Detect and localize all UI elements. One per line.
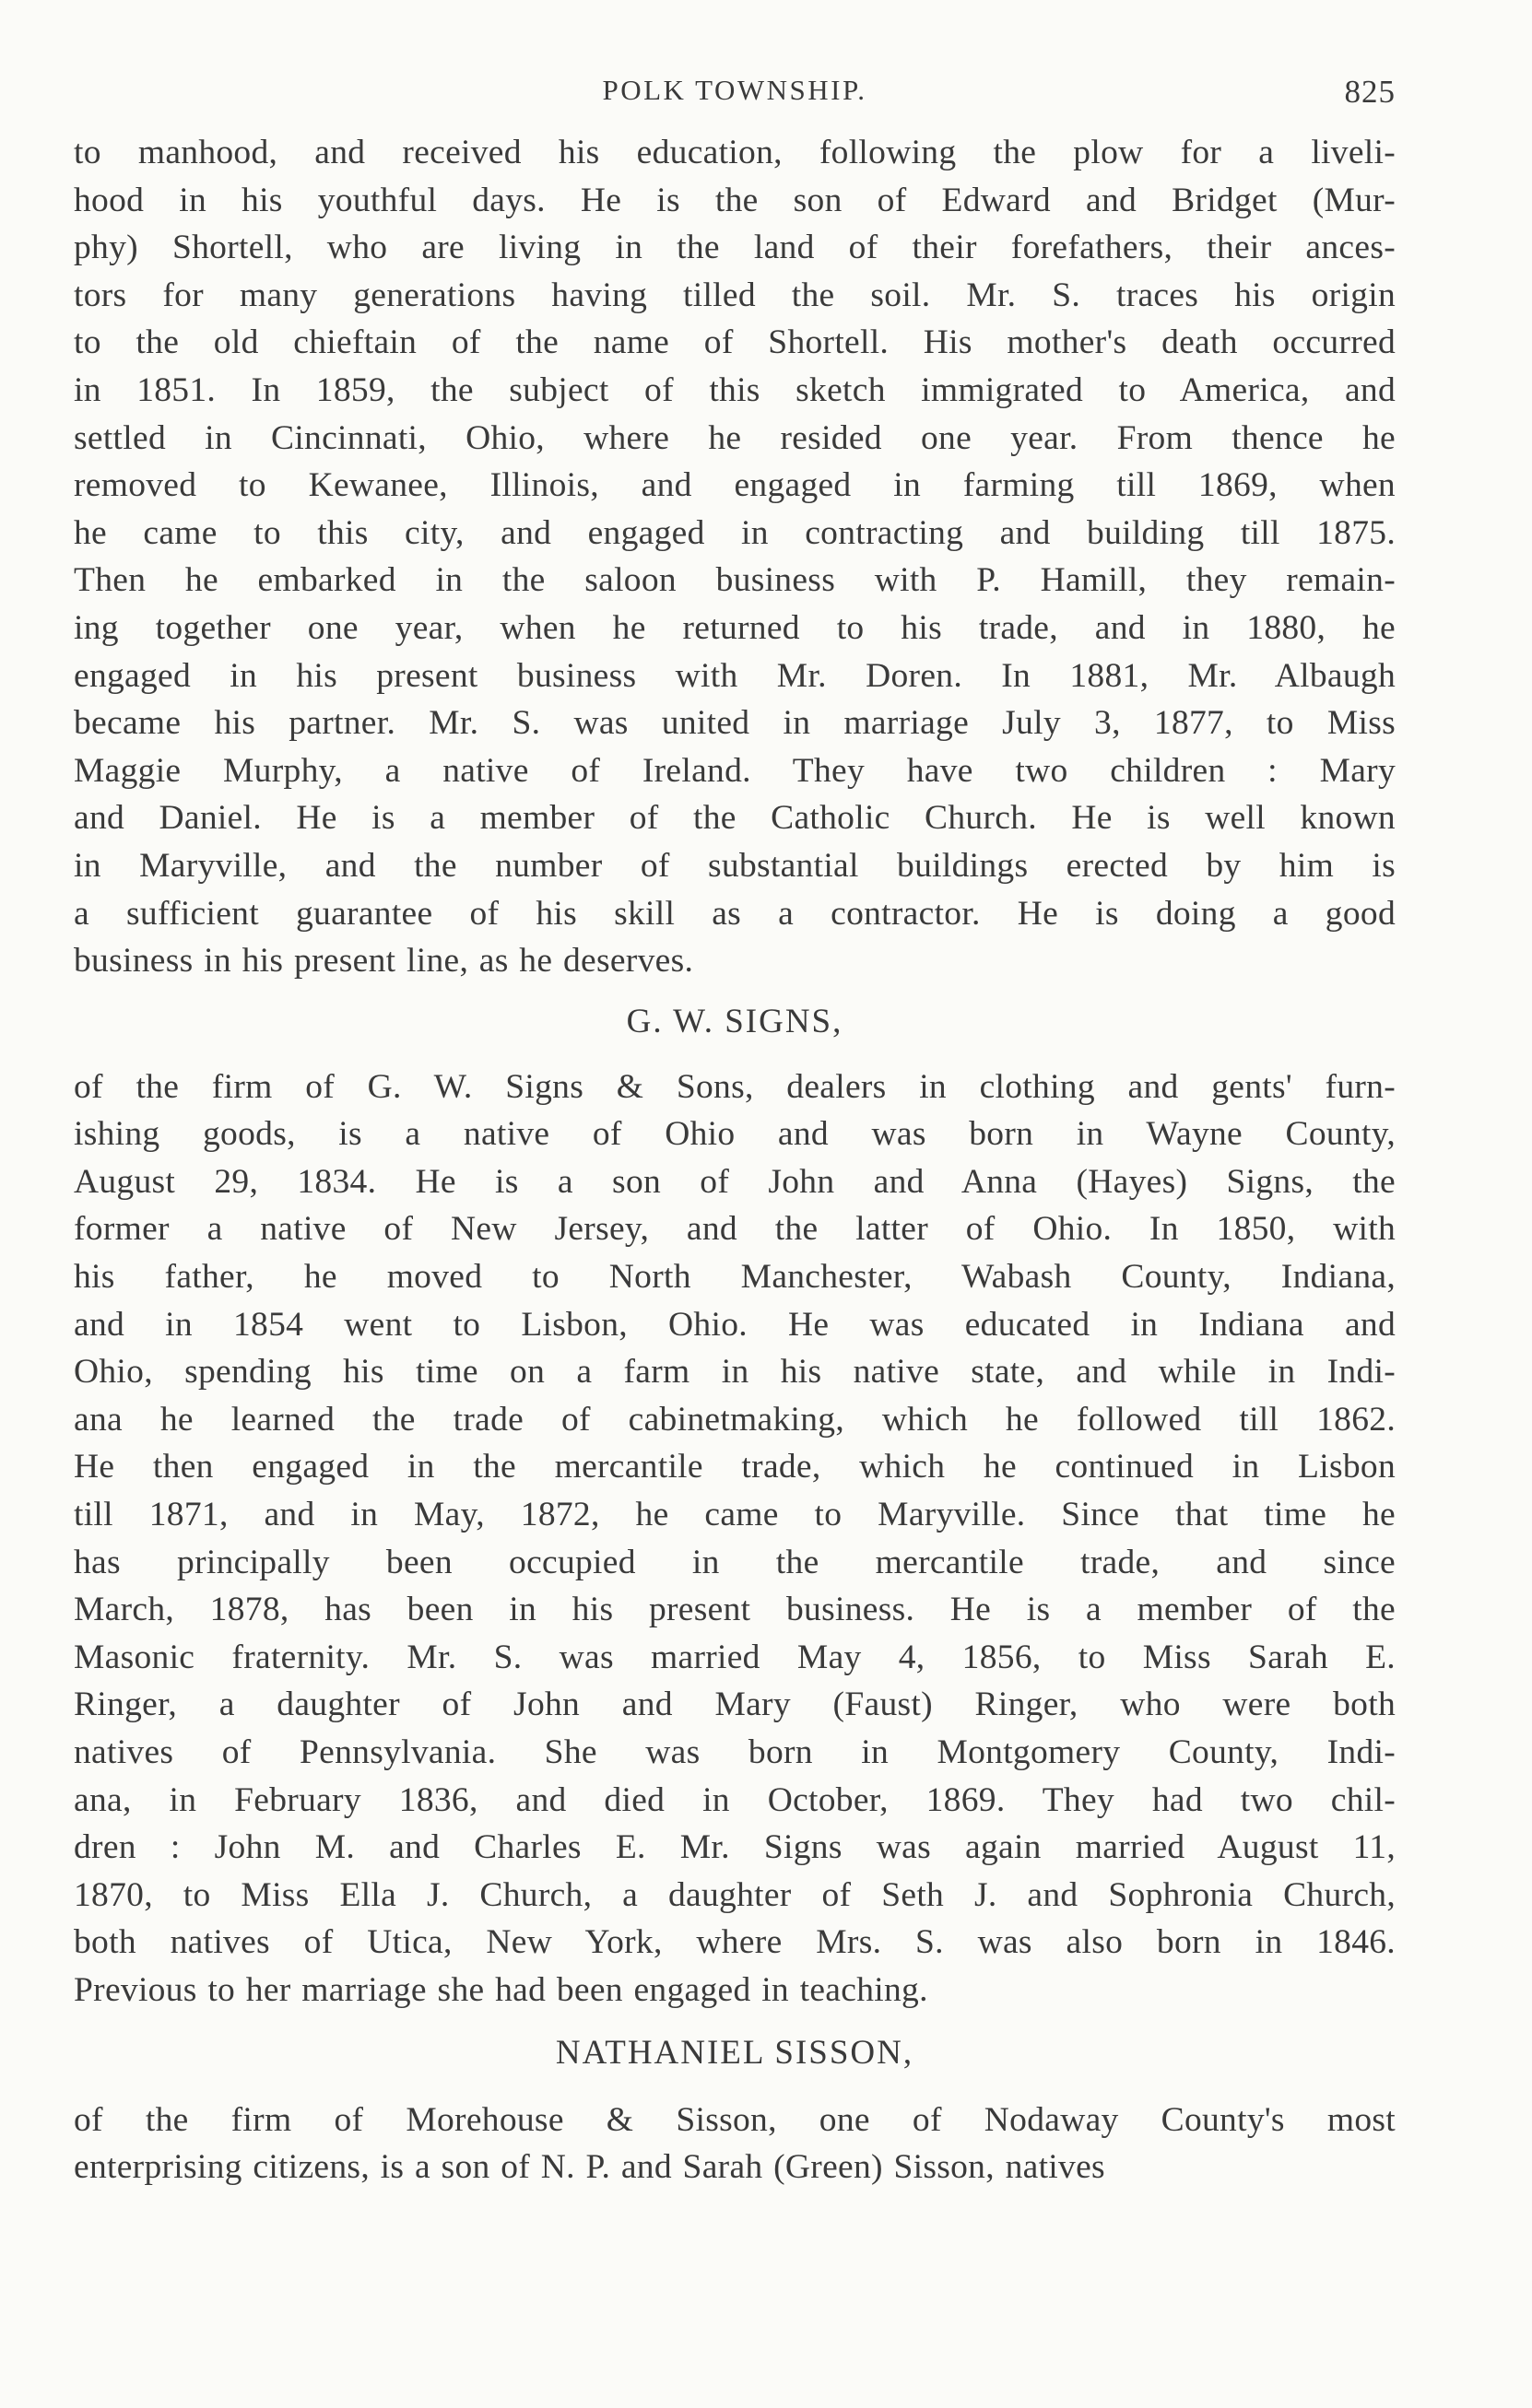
text-line: Previous to her marriage she had been engaged in teaching. <box>74 1970 928 2009</box>
text-line: hood in his youthful days. He is the son of Edward and Bridget (Mur- <box>74 181 1396 219</box>
text-line: Then he embarked in the saloon business with P. Hamill, they remain- <box>74 561 1396 600</box>
text-line: till 1871, and in May, 1872, he came to Maryville. Since that time he <box>74 1496 1396 1534</box>
text-line: August 29, 1834. He is a son of John and Anna (Hayes) Signs, the <box>74 1162 1396 1201</box>
text-line: business in his present line, as he deserves. <box>74 942 694 981</box>
text-line: settled in Cincinnati, Ohio, where he resided one year. From thence he <box>74 418 1396 457</box>
book-page <box>74 74 1396 2191</box>
text-line: ing together one year, when he returned to his trade, and in 1880, he <box>74 608 1396 647</box>
running-header <box>74 74 1396 129</box>
biography-paragraph-sisson <box>74 2097 1396 2191</box>
text-line: Ohio, spending his time on a farm in his native state, and while in Indi- <box>74 1353 1396 1392</box>
text-line: engaged in his present business with Mr. Doren. In 1881, Mr. Albaugh <box>74 656 1396 695</box>
text-line: ishing goods, is a native of Ohio and was born in Wayne County, <box>74 1115 1396 1154</box>
biography-paragraph-shortell <box>74 129 1396 985</box>
text-line: enterprising citizens, is a son of N. P. and Sarah (Green) Sisson, natives <box>74 2148 1105 2187</box>
section-heading-nathaniel-sisson: NATHANIEL SISSON, <box>555 2033 914 2072</box>
text-line: natives of Pennsylvania. She was born in Montgomery County, Indi- <box>74 1733 1396 1771</box>
text-line: to manhood, and received his education, following the plow for a liveli- <box>74 134 1396 171</box>
text-line: Maggie Murphy, a native of Ireland. They have two children : Mary <box>74 751 1396 790</box>
text-line: and in 1854 went to Lisbon, Ohio. He was educated in Indiana and <box>74 1305 1396 1344</box>
running-title: POLK TOWNSHIP. <box>602 74 867 106</box>
text-line: and Daniel. He is a member of the Catholic Church. He is well known <box>74 799 1396 838</box>
text-line: former a native of New Jersey, and the latter of Ohio. In 1850, with <box>74 1210 1396 1249</box>
page-number: 825 <box>1344 74 1396 110</box>
text-line: Ringer, a daughter of John and Mary (Faust) Ringer, who were both <box>74 1686 1396 1724</box>
text-line: to the old chieftain of the name of Shortell. His mother's death occurred <box>74 323 1396 362</box>
text-line: his father, he moved to North Manchester, Wabash County, Indiana, <box>74 1258 1396 1297</box>
text-line: both natives of Utica, New York, where Mrs. S. was also born in 1846. <box>74 1923 1396 1962</box>
text-line: ana he learned the trade of cabinetmaking, which he followed till 1862. <box>74 1400 1396 1439</box>
text-line: He then engaged in the mercantile trade, which he continued in Lisbon <box>74 1448 1396 1486</box>
text-line: tors for many generations having tilled the soil. Mr. S. traces his origin <box>74 276 1396 314</box>
text-line: removed to Kewanee, Illinois, and engaged in farming till 1869, when <box>74 466 1396 505</box>
text-line: dren : John M. and Charles E. Mr. Signs was again married August 11, <box>74 1828 1396 1867</box>
text-line: has principally been occupied in the mercantile trade, and since <box>74 1543 1396 1581</box>
text-line: became his partner. Mr. S. was united in marriage July 3, 1877, to Miss <box>74 704 1396 743</box>
text-line: 1870, to Miss Ella J. Church, a daughter of Seth J. and Sophronia Church, <box>74 1875 1396 1914</box>
section-heading-g-w-signs: G. W. SIGNS, <box>626 1002 843 1040</box>
text-line: ana, in February 1836, and died in October, 1869. They had two chil- <box>74 1780 1396 1819</box>
text-line: he came to this city, and engaged in contracting and building till 1875. <box>74 513 1396 552</box>
text-line: in 1851. In 1859, the subject of this sketch immigrated to America, and <box>74 370 1396 409</box>
text-line: March, 1878, has been in his present business. He is a member of the <box>74 1591 1396 1629</box>
text-line: in Maryville, and the number of substantial buildings erected by him is <box>74 846 1396 885</box>
text-line: of the firm of Morehouse & Sisson, one of Nodaway County's most <box>74 2100 1396 2139</box>
text-line: Masonic fraternity. Mr. S. was married May 4, 1856, to Miss Sarah E. <box>74 1638 1396 1676</box>
text-line: phy) Shortell, who are living in the land of their forefathers, their ances- <box>74 229 1396 267</box>
text-line: a sufficient guarantee of his skill as a contractor. He is doing a good <box>74 894 1396 933</box>
biography-paragraph-signs <box>74 1063 1396 2014</box>
text-line: of the firm of G. W. Signs & Sons, dealers in clothing and gents' furn- <box>74 1067 1396 1106</box>
